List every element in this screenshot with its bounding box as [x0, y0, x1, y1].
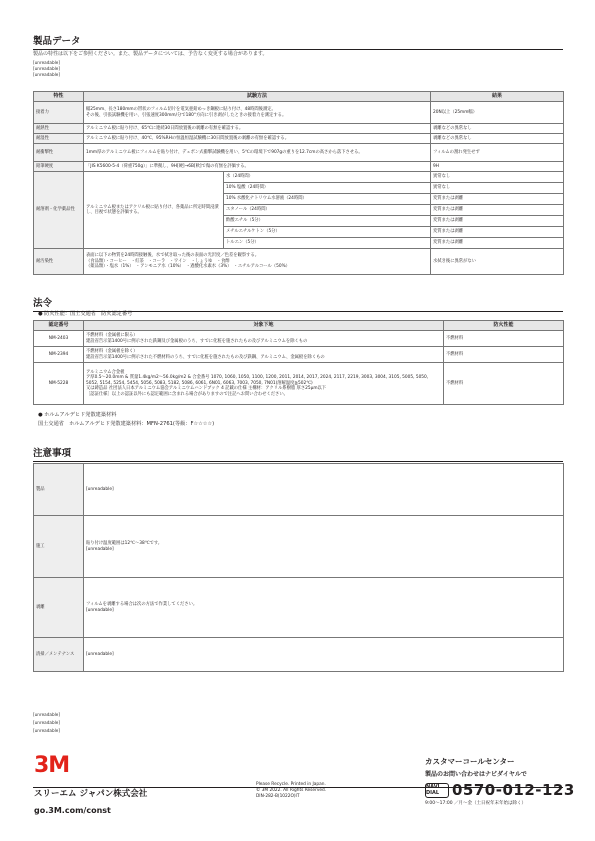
method-stain: 表面に以下の物質を24時間接触後、水で拭き取った後の表面の光沢度／色差を観察する。 （食品類）・コーヒー ・紅茶 ・コーラ ・ワイン ・しょうゆ ・食酢 （薬品類）・塩水（1%） ・アンモニア水（10%） ・過酸化水素水（3%） ・エチルアルコール（50%）: [84, 249, 431, 275]
prop-stain: 耐汚染性: [34, 249, 84, 275]
chem-result-6: 変質または剥離: [431, 227, 564, 238]
formaldehyde-text: 国土交通省 ホルムアルデヒド発散建築材料：MFN-2761(等級：F☆☆☆☆): [38, 421, 215, 427]
caution-cat-product: 製品: [34, 464, 84, 516]
chem-result-2: 異常なし: [431, 183, 564, 194]
cert-no-1: NM-2403: [34, 331, 84, 347]
perf-3: 不燃材料: [444, 363, 564, 405]
table-row: [34, 516, 564, 578]
print-info: [256, 782, 376, 800]
method-pencil: 「JIS K5600-5-4（荷重750g）」に準拠し、9H[硬]→6B[軟]で傷の有無を評価する。: [84, 162, 431, 172]
table-row: [34, 134, 564, 144]
footer-note-3: [unreadable]: [33, 728, 60, 733]
result-stain: 水拭き後に異常がない: [431, 249, 564, 275]
cert-no-3: NM-5228: [34, 363, 84, 405]
prop-pencil: 鉛筆硬度: [34, 162, 84, 172]
perf-2: 不燃材料: [444, 347, 564, 363]
chem-result-5: 変質または剥離: [431, 216, 564, 227]
product-data-note-2: [unreadable]: [33, 66, 60, 71]
chem-cond-7: トルエン（5分）: [224, 238, 431, 249]
product-data-title: 製品データ: [33, 33, 563, 50]
result-pencil: 9H: [431, 162, 564, 172]
table-row: [34, 638, 564, 672]
product-data-note-3: [unreadable]: [33, 72, 60, 77]
substrate-3: アルミニウム合金板 ア厚0.5〜20.0mm & 質量1.4kg/m2〜56.0kg/m2 & 合金番号 1070, 1060, 1050, 1100, 1200, 2011, 2014, 2017, 2024, 2117, 2219, 3003, 3004, 3105, 5005, 5050, 5052, 5154, 5254, 5454, 5056, 5083, 5182, 5086, 6061, 6N01, 6063, 7003, 7050, 7N01(溶解温度≧502℃) 又は鋳造品 社団法人日本アルミニウム協会アルミニウムハンドブック 4 記載の仕様 主構材：アクリル系樹脂 厚さ25μm以下 ［認証仕様］以上の認証以外にも認定範囲に含まれる場合がありますので注記へお問い合わせください。: [84, 363, 444, 405]
chem-cond-4: エタノール（24時間）: [224, 205, 431, 216]
chem-result-7: 変質または剥離: [431, 238, 564, 249]
caution-text-install: 貼り付け温度範囲は12℃～38℃です。 [unreadable]: [84, 516, 564, 578]
caution-cat-removal: 剥離: [34, 578, 84, 638]
print-info-line-2: © 3M 2022. All Rights Reserved.: [256, 788, 327, 793]
website-link[interactable]: go.3M.com/const: [34, 806, 111, 815]
table-row: [34, 102, 564, 124]
chem-result-4: 変質または剥離: [431, 205, 564, 216]
cert-no-2: NM-2394: [34, 347, 84, 363]
product-data-intro: 製品の特性は以下をご参照ください。また、製品データについては、予告なく変更する場合があります。: [33, 51, 268, 57]
method-impact: 1mm厚のアルミニウム板にフィルムを貼り付け、デュポン式衝撃試験機を用い、5℃の環境下で907gの重りを12.7cmの高さから落下させる。: [84, 144, 431, 162]
table-row: [34, 464, 564, 516]
method-heat: アルミニウム板に貼り付け、65℃に連続30日間放置後の剥離の有無を確認する。: [84, 124, 431, 134]
footer-note-2: [unreadable]: [33, 720, 60, 725]
chem-cond-6: メチルエチルケトン（5分）: [224, 227, 431, 238]
formaldehyde-heading: ● ホルムアルデヒド発散建築材料: [38, 412, 117, 418]
product-data-table: [33, 91, 564, 275]
col-cert-no: 認定番号: [34, 321, 84, 331]
col-substrate: 対象下地: [84, 321, 444, 331]
table-row: [34, 144, 564, 162]
substrate-2: 不燃材料（金属板を除く） 建設省告示第1400号に例示された不燃材料のうち、すでに化粧を施されたもの及び鉄鋼、アルミニウム、金属板を除くもの: [84, 347, 444, 363]
result-impact: フィルムの割れ発生せず: [431, 144, 564, 162]
print-info-line-1: Please Recycle. Printed in Japan.: [256, 782, 326, 787]
fire-heading: ● 防火性能：国土交通省 防火認定番号: [38, 311, 133, 317]
caution-text-cleaning: [unreadable]: [84, 638, 564, 672]
company-name: スリーエム ジャパン株式会社: [34, 789, 148, 799]
prop-impact: 耐衝撃性: [34, 144, 84, 162]
call-center-phone[interactable]: 0570-012-123: [452, 781, 575, 799]
cautions-title: 注意事項: [33, 445, 563, 462]
substrate-1: 不燃材料（金属板に限る） 建設省告示第1400号に例示された鉄鋼及び金属板のうち、すでに化粧を施されたもの及びアルミニウムを除くもの: [84, 331, 444, 347]
chem-result-3: 変質または剥離: [431, 194, 564, 205]
table-row: [34, 249, 564, 275]
chem-cond-3: 10% 水酸化ナトリウム水溶液（24時間）: [224, 194, 431, 205]
result-adhesion: 20N以上（25mm幅）: [431, 102, 564, 124]
footer-note-1: [unreadable]: [33, 712, 60, 717]
col-property: 特性: [34, 92, 84, 102]
law-title: 法令: [33, 295, 563, 312]
method-chemical: アルミニウム板またはアクリル板に貼り付け、各薬品に所定時間浸漬し、目視で状態を評価する。: [84, 172, 224, 249]
result-humidity: 剥離などの異常なし: [431, 134, 564, 144]
chem-result-1: 異常なし: [431, 172, 564, 183]
prop-heat: 耐熱性: [34, 124, 84, 134]
caution-cat-install: 施工: [34, 516, 84, 578]
result-heat: 剥離などの異常なし: [431, 124, 564, 134]
prop-humidity: 耐湿性: [34, 134, 84, 144]
col-result: 結果: [431, 92, 564, 102]
call-center-title: カスタマーコールセンター: [425, 757, 515, 766]
fire-table: [33, 320, 564, 405]
caution-text-removal: フィルムを剥離する場合は次の方法で作業してください。 [unreadable]: [84, 578, 564, 638]
table-row: [34, 124, 564, 134]
caution-text-product: [unreadable]: [84, 464, 564, 516]
table-row: [34, 172, 564, 183]
navi-dial-icon: NAVI DIAL: [425, 783, 449, 798]
caution-cat-cleaning: 清掃／メンテナンス: [34, 638, 84, 672]
cautions-table: [33, 463, 564, 672]
print-info-line-3: DIN-282-B(1022O)IT: [256, 794, 300, 799]
method-humidity: アルミニウム板に貼り付け、40℃、95%RHの恒温恒湿試験機に30日間放置後の剥離の有無を確認する。: [84, 134, 431, 144]
chem-cond-1: 水（24時間）: [224, 172, 431, 183]
chem-cond-5: 酢酸エチル（5分）: [224, 216, 431, 227]
table-row: [34, 331, 564, 347]
col-method: 試験方法: [84, 92, 431, 102]
prop-chemical: 耐溶剤・化学薬品性: [34, 172, 84, 249]
chem-cond-2: 10% 塩酸（24時間）: [224, 183, 431, 194]
3m-logo: 3M: [34, 753, 70, 778]
col-fire-performance: 防火性能: [444, 321, 564, 331]
call-center-hours: 9:00～17:00 ／月～金（土日祝年末年始は除く）: [425, 801, 527, 806]
call-center-subtitle: 製品のお問い合わせはナビダイヤルで: [425, 771, 527, 778]
table-row: [34, 578, 564, 638]
table-row: [34, 347, 564, 363]
call-center-phone-group: [425, 781, 575, 799]
perf-1: 不燃材料: [444, 331, 564, 347]
prop-adhesion: 接着力: [34, 102, 84, 124]
table-row: [34, 162, 564, 172]
table-row: [34, 363, 564, 405]
product-data-note-1: [unreadable]: [33, 60, 60, 65]
method-adhesion: 幅25mm、長さ180mmの帯状のフィルム切片を電気亜鉛めっき鋼板に貼り付け、48時間後測定。 その後、引張試験機を用い、引張速度300mm/分で180°方向に引き剥がしたときの接着力を測定する。: [84, 102, 431, 124]
